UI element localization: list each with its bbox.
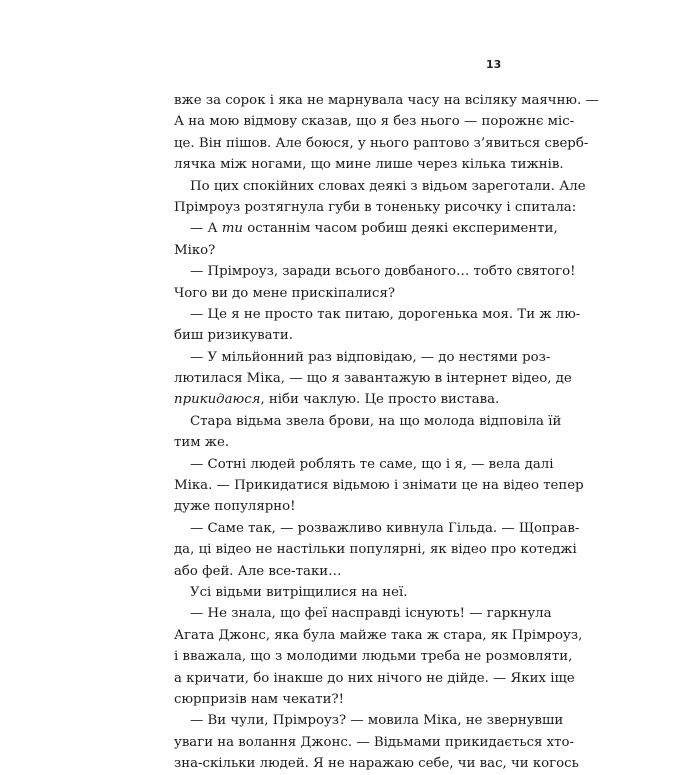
- text-segment: і вважала, що з молодими людьми треба не розмовляти,: [174, 649, 573, 665]
- text-segment: лютилася Міка, — що я завантажую в інтернет відео, де: [174, 371, 572, 387]
- text-line: [174, 561, 508, 582]
- text-segment: Чого ви до мене прискіпалися?: [174, 285, 395, 301]
- text-segment: — Це я не просто так питаю, дорогенька моя. Ти ж лю-: [190, 306, 581, 322]
- text-line: [174, 325, 508, 346]
- text-segment: Агата Джонс, яка була майже така ж стара, як Прімроуз,: [174, 627, 583, 643]
- text-segment: Міко?: [174, 242, 216, 258]
- emphasis-text: ти: [221, 221, 244, 237]
- text-line: [174, 603, 552, 624]
- text-line: [174, 240, 508, 261]
- text-segment: биш ризикувати.: [174, 328, 293, 344]
- text-line: [174, 304, 581, 325]
- text-segment: а кричати, бо інакше до них нічого не дійде. — Яких іще: [174, 670, 575, 686]
- text-line: [174, 732, 574, 753]
- text-line: [174, 389, 508, 410]
- text-line: [174, 347, 551, 368]
- text-line: [174, 176, 586, 197]
- text-segment: лячка між ногами, що мине лише через кілька тижнів.: [174, 157, 564, 173]
- text-segment: Міка. — Прикидатися відьмою і знімати це на відео тепер: [174, 478, 584, 494]
- text-segment: або фей. Але все-таки…: [174, 563, 342, 579]
- body-text: [174, 90, 599, 775]
- text-line: [174, 625, 583, 646]
- text-segment: — Прімроуз, заради всього довбаного… тобто святого!: [190, 264, 576, 280]
- text-line: [174, 539, 577, 560]
- text-line: [174, 111, 575, 132]
- text-segment: По цих спокійних словах деякі з відьом зареготали. Але: [190, 178, 586, 194]
- text-segment: — Саме так, — розважливо кивнула Гільда. — Щоправ-: [190, 520, 580, 536]
- text-line: [174, 668, 575, 689]
- text-line: [174, 432, 508, 453]
- text-line: [174, 582, 508, 603]
- text-segment: це. Він пішов. Але боюся, у нього раптово з’явиться сверб-: [174, 135, 589, 151]
- text-segment: — А: [190, 221, 222, 237]
- text-segment: зна-скільки людей. Я не наражаю себе, чи вас, чи когось: [174, 756, 579, 772]
- text-segment: Стара відьма звела брови, на що молода відповіла їй: [190, 413, 562, 429]
- text-segment: — Сотні людей роблять те саме, що і я, — вела далі: [190, 456, 554, 472]
- text-line: [174, 454, 554, 475]
- text-segment: тим же.: [174, 435, 230, 451]
- text-line: [174, 133, 589, 154]
- text-line: [174, 90, 599, 111]
- text-segment: уваги на волання Джонс. — Відьмами прикидається хто-: [174, 734, 574, 750]
- text-line: [174, 753, 579, 774]
- page-number: 13: [486, 58, 502, 71]
- text-segment: дуже популярно!: [174, 499, 296, 515]
- text-segment: — У мільйонний раз відповідаю, — до нестями роз-: [190, 349, 551, 365]
- text-line: [174, 218, 558, 239]
- text-segment: — Ви чули, Прімроуз? — мовила Міка, не звернувши: [190, 713, 564, 729]
- text-line: [174, 154, 564, 175]
- text-segment: Прімроуз розтягнула губи в тоненьку рисочку і спитала:: [174, 199, 577, 215]
- text-segment: останнім часом робиш деякі експерименти,: [243, 221, 558, 237]
- text-segment: , ніби чаклую. Це просто вистава.: [260, 392, 500, 408]
- text-line: [174, 411, 562, 432]
- text-line: [174, 710, 564, 731]
- text-line: [174, 475, 584, 496]
- text-line: [174, 518, 580, 539]
- text-segment: сюрпризів нам чекати?!: [174, 691, 344, 707]
- text-segment: А на мою відмову сказав, що я без нього — порожнє міс-: [174, 114, 575, 130]
- text-line: [174, 368, 572, 389]
- emphasis-text: прикидаюся: [174, 392, 261, 408]
- text-segment: да, ці відео не настільки популярні, як відео про котеджі: [174, 542, 577, 558]
- text-line: [174, 197, 577, 218]
- text-line: [174, 496, 508, 517]
- text-line: [174, 646, 573, 667]
- text-line: [174, 283, 508, 304]
- text-line: [174, 261, 576, 282]
- text-segment: вже за сорок і яка не марнувала часу на всіляку маячню. —: [174, 93, 599, 108]
- text-segment: Усі відьми витріщилися на неї.: [190, 584, 408, 600]
- text-segment: — Не знала, що феї насправді існують! — гаркнула: [190, 606, 552, 622]
